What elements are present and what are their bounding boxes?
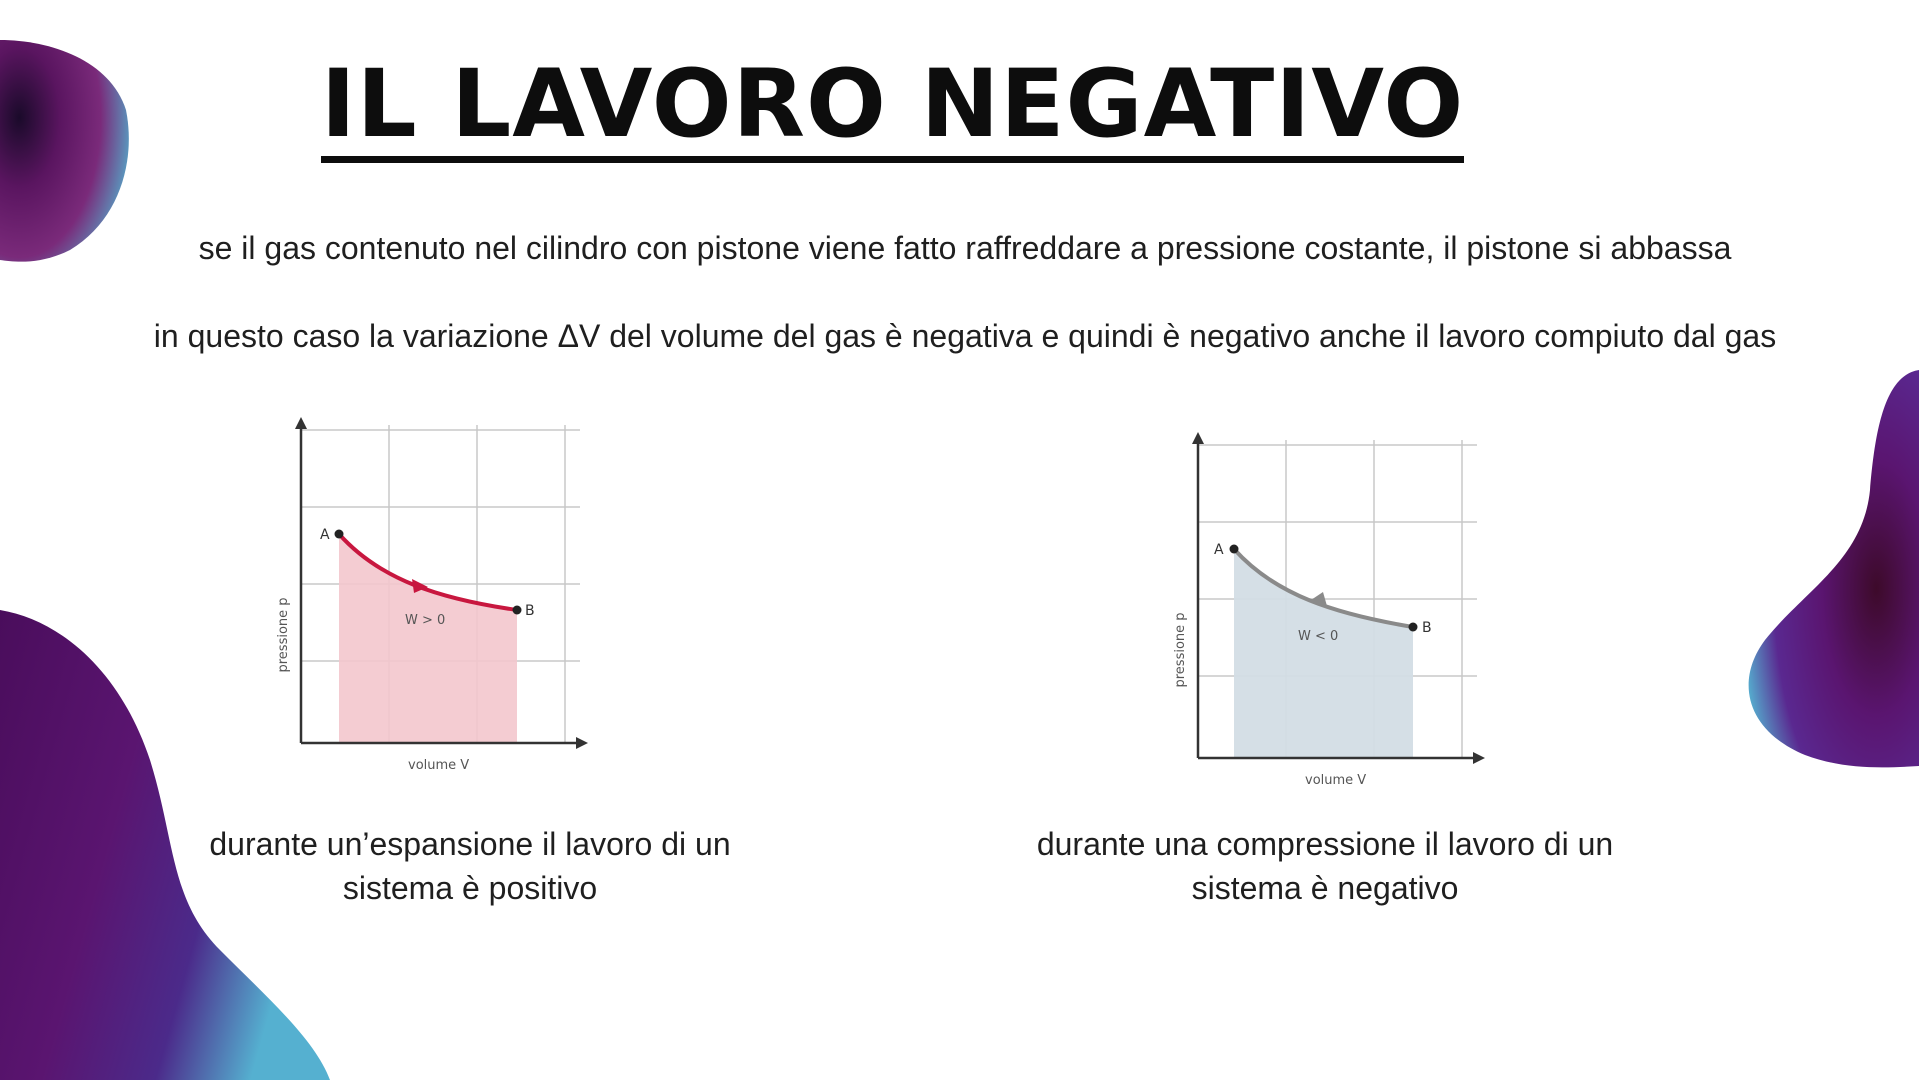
caption-compression	[985, 822, 1665, 910]
point-a-label: A	[320, 527, 330, 543]
work-label: W > 0	[405, 613, 446, 628]
caption-line: sistema è negativo	[1191, 870, 1459, 906]
work-area	[1234, 549, 1413, 758]
paragraph-2: in questo caso la variazione ΔV del volume del gas è negativa e quindi è negativo anche il lavoro compiuto dal gas	[153, 318, 1777, 354]
y-axis-arrow-icon	[1192, 432, 1204, 444]
work-label: W < 0	[1298, 629, 1339, 644]
point-b-label: B	[1422, 620, 1432, 636]
caption-line: durante un’espansione il lavoro di un	[209, 826, 731, 862]
pv-diagram-expansion	[260, 415, 600, 775]
x-axis-arrow-icon	[576, 737, 588, 749]
point-b-marker	[1409, 623, 1418, 632]
point-a-label: A	[1214, 542, 1224, 558]
slide-title	[0, 50, 1785, 163]
point-a-marker	[335, 530, 344, 539]
slide-title-text: IL LAVORO NEGATIVO	[321, 58, 1464, 163]
y-axis-label: pressione p	[1173, 612, 1188, 688]
caption-line: sistema è positivo	[342, 870, 598, 906]
paragraph-1: se il gas contenuto nel cilindro con pistone viene fatto raffreddare a pressione costante, il pistone si abbassa	[198, 230, 1732, 266]
decorative-blob-right	[1745, 370, 1919, 780]
x-axis-label: volume V	[408, 758, 470, 773]
y-axis-arrow-icon	[295, 417, 307, 429]
point-b-marker	[513, 606, 522, 615]
point-a-marker	[1230, 545, 1239, 554]
caption-line: durante una compressione il lavoro di un	[1036, 826, 1614, 862]
x-axis-arrow-icon	[1473, 752, 1485, 764]
work-area	[339, 534, 517, 743]
y-axis-label: pressione p	[276, 597, 291, 673]
caption-expansion	[130, 822, 810, 910]
x-axis-label: volume V	[1305, 773, 1367, 788]
pv-diagram-compression	[1157, 430, 1497, 790]
point-b-label: B	[525, 603, 535, 619]
